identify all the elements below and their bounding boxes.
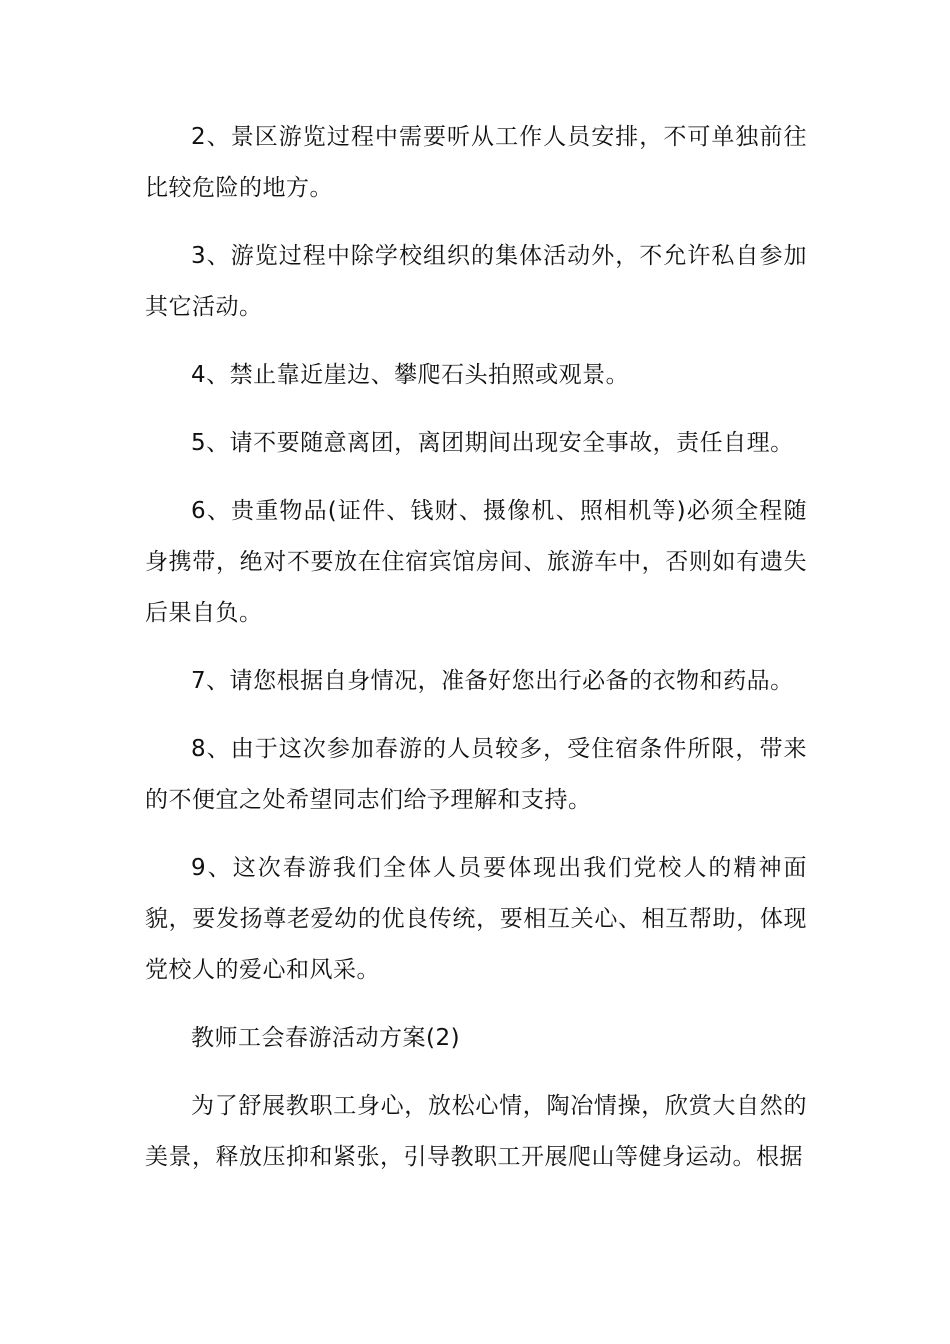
paragraph-item-7: 7、请您根据自身情况，准备好您出行必备的衣物和药品。 bbox=[191, 668, 794, 694]
paragraph-item-2: 2、景区游览过程中需要听从工作人员安排，不可单独前往比较危险的地方。 bbox=[145, 124, 807, 201]
section-heading: 教师工会春游活动方案(2) bbox=[191, 1025, 461, 1051]
paragraph-item-4: 4、禁止靠近崖边、攀爬石头拍照或观景。 bbox=[191, 362, 630, 388]
paragraph-item-9: 9、这次春游我们全体人员要体现出我们党校人的精神面貌，要发扬尊老爱幼的优良传统，要相互关心、相互帮助，体现党校人的爱心和风采。 bbox=[145, 855, 807, 983]
intro-paragraph: 为了舒展教职工身心，放松心情，陶冶情操，欣赏大自然的美景，释放压抑和紧张，引导教职工开展爬山等健身运动。根据 bbox=[145, 1093, 807, 1170]
paragraph-item-5: 5、请不要随意离团，离团期间出现安全事故，责任自理。 bbox=[191, 430, 794, 456]
paragraph-item-6: 6、贵重物品(证件、钱财、摄像机、照相机等)必须全程随身携带，绝对不要放在住宿宾馆房间、旅游车中，否则如有遗失后果自负。 bbox=[145, 498, 807, 626]
paragraph-item-3: 3、游览过程中除学校组织的集体活动外，不允许私自参加其它活动。 bbox=[145, 243, 807, 320]
document-body bbox=[145, 112, 807, 1200]
paragraph-item-8: 8、由于这次参加春游的人员较多，受住宿条件所限，带来的不便宜之处希望同志们给予理解和支持。 bbox=[145, 736, 807, 813]
